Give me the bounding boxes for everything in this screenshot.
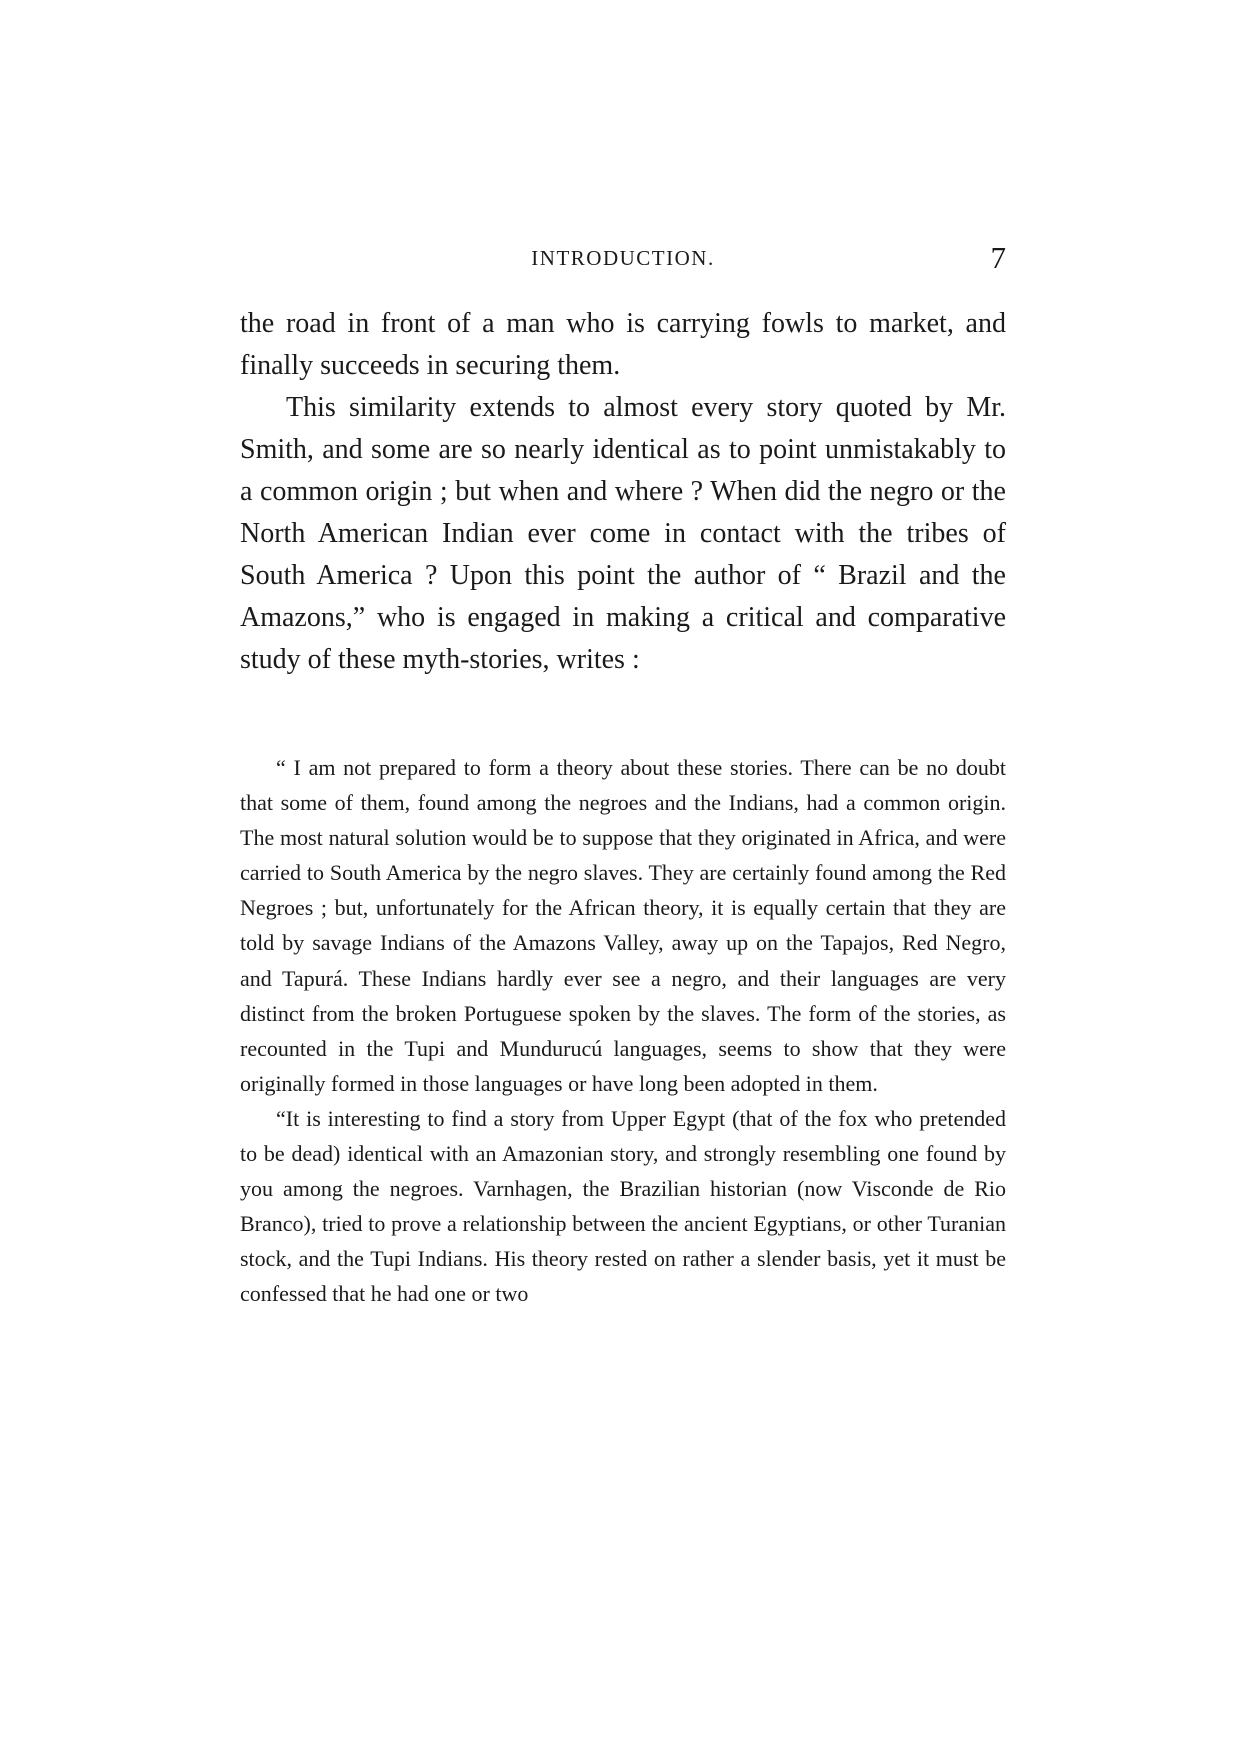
quote-paragraph: “ I am not prepared to form a theory about these stories. There can be no doubt that some of them, found among the negroes and the Indians, had a common origin. The most natural solution would be to suppose that they originated in Africa, and were carried to South America by the negro slaves. They are certainly found among the Red Negroes ; but, unfortunately for the African theory, it is equally certain that they are told by savage Indians of the Amazons Valley, away up on the Tapajos, Red Negro, and Tapurá. These Indians hardly ever see a negro, and their languages are very distinct from the broken Portuguese spoken by the slaves. The form of the stories, as recounted in the Tupi and Mundurucú languages, seems to show that they were originally formed in those languages or have long been adopted in them.: [240, 755, 1006, 1096]
body-paragraph: This similarity extends to almost every story quoted by Mr. Smith, and some are so nearly identical as to point unmistakably to a common origin ; but when and where ? When did the negro or the North American Indian ever come in contact with the tribes of South America ? Upon this point the author of “ Brazil and the Amazons,” who is engaged in making a critical and comparative study of these myth-stories, writes :: [240, 392, 1006, 675]
body-paragraph-continued: the road in front of a man who is carrying fowls to market, and finally succeeds in securing them.: [240, 308, 1006, 381]
body-text: [240, 303, 1006, 681]
quote-paragraph: “It is interesting to find a story from Upper Egypt (that of the fox who pretended to be dead) identical with an Amazonian story, and strongly resembling one found by you among the negroes. Varnhagen, the Brazilian historian (now Visconde de Rio Branco), tried to prove a relationship between the ancient Egyptians, or other Turanian stock, and the Tupi Indians. His theory rested on rather a slender basis, yet it must be confessed that he had one or two: [240, 1105, 1006, 1307]
running-title: INTRODUCTION.: [531, 246, 715, 270]
running-head: [240, 240, 1006, 280]
page-number: 7: [990, 240, 1006, 275]
block-quote: [240, 750, 1006, 1312]
